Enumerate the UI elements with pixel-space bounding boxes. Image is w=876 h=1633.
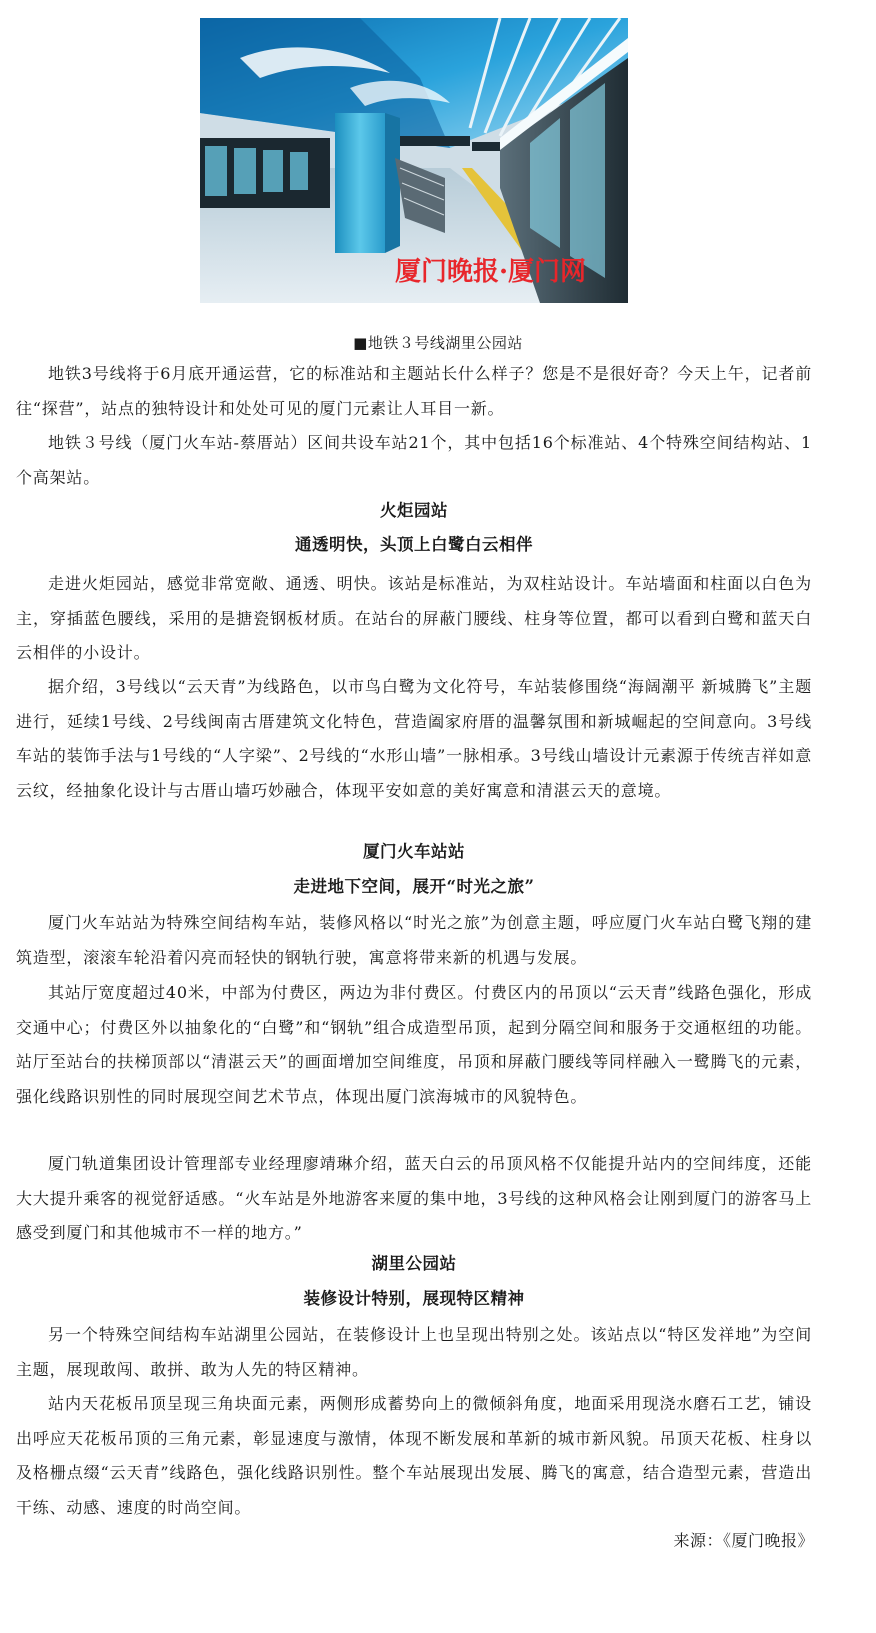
section-3-subtitle: 装修设计特别，展现特区精神	[303, 1289, 525, 1308]
section-2-subtitle: 走进地下空间，展开“时光之旅”	[293, 877, 535, 896]
paragraph-6: 其站厅宽度超过40米，中部为付费区，两边为非付费区。付费区内的吊顶以“云天青”线路色强化，形成交通中心；付费区外以抽象化的“白鹭”和“钢轨”组合成造型吊顶，起到分隔空间和服务于交通枢纽的功能。站厅至站台的扶梯顶部以“清湛云天”的画面增加空间维度，吊顶和屏蔽门腰线等同样融入一鹭腾飞的元素，强化线路识别性的同时展现空间艺术节点，体现出厦门滨海城市的风貌特色。	[16, 983, 812, 1106]
section-1-subtitle: 通透明快，头顶上白鹭白云相伴	[295, 535, 533, 554]
paragraph-8: 另一个特殊空间结构车站湖里公园站，在装修设计上也呈现出特别之处。该站点以“特区发祥地”为空间主题，展现敢闯、敢拼、敢为人先的特区精神。	[16, 1325, 812, 1379]
section-1-title: 火炬园站	[380, 501, 448, 520]
paragraph-3: 走进火炬园站，感觉非常宽敞、通透、明快。该站是标准站，为双柱站设计。车站墙面和柱面以白色为主，穿插蓝色腰线，采用的是搪瓷钢板材质。在站台的屏蔽门腰线、柱身等位置，都可以看到白鹭和蓝天白云相伴的小设计。	[16, 574, 812, 662]
paragraph-2: 地铁３号线（厦门火车站-蔡厝站）区间共设车站21个，其中包括16个标准站、4个特殊空间结构站、1个高架站。	[16, 433, 812, 487]
paragraph-9: 站内天花板吊顶呈现三角块面元素，两侧形成蓄势向上的微倾斜角度，地面采用现浇水磨石工艺，铺设出呼应天花板吊顶的三角元素，彰显速度与激情，体现不断发展和革新的城市新风貌。吊顶天花板、柱身以及格栅点缀“云天青”线路色，强化线路识别性。整个车站展现出发展、腾飞的寓意，结合造型元素，营造出干练、动感、速度的时尚空间。	[16, 1394, 812, 1517]
photo-watermark: 厦门晚报·厦门网	[395, 257, 587, 287]
paragraph-1: 地铁3号线将于6月底开通运营，它的标准站和主题站长什么样子？您是不是很好奇？今天上午，记者前往“探营”，站点的独特设计和处处可见的厦门元素让人耳目一新。	[16, 364, 812, 418]
paragraph-4: 据介绍，3号线以“云天青”为线路色，以市鸟白鹭为文化符号，车站装修围绕“海阔潮平 新城腾飞”主题进行，延续1号线、2号线闽南古厝建筑文化特色，营造阖家府厝的温馨氛围和新城崛起的空间意向。3号线车站的装饰手法与1号线的“人字梁”、2号线的“水形山墙”一脉相承。3号线山墙设计元素源于传统吉祥如意云纹，经抽象化设计与古厝山墙巧妙融合，体现平安如意的美好寓意和清湛云天的意境。	[16, 677, 812, 800]
section-2-title: 厦门火车站站	[363, 842, 465, 861]
article-source: 来源：《厦门晚报》	[673, 1531, 814, 1550]
station-photo	[200, 18, 628, 303]
paragraph-5: 厦门火车站站为特殊空间结构车站，装修风格以“时光之旅”为创意主题，呼应厦门火车站白鹭飞翔的建筑造型，滚滚车轮沿着闪亮而轻快的钢轨行驶，寓意将带来新的机遇与发展。	[16, 913, 812, 967]
station-photo-illustration	[200, 18, 628, 303]
photo-caption: ■地铁３号线湖里公园站	[353, 334, 523, 352]
section-3-title: 湖里公园站	[371, 1254, 457, 1273]
paragraph-7: 厦门轨道集团设计管理部专业经理廖靖琳介绍，蓝天白云的吊顶风格不仅能提升站内的空间纬度，还能大大提升乘客的视觉舒适感。“火车站是外地游客来厦的集中地，3号线的这种风格会让刚到厦门的游客马上感受到厦门和其他城市不一样的地方。”	[16, 1154, 812, 1242]
